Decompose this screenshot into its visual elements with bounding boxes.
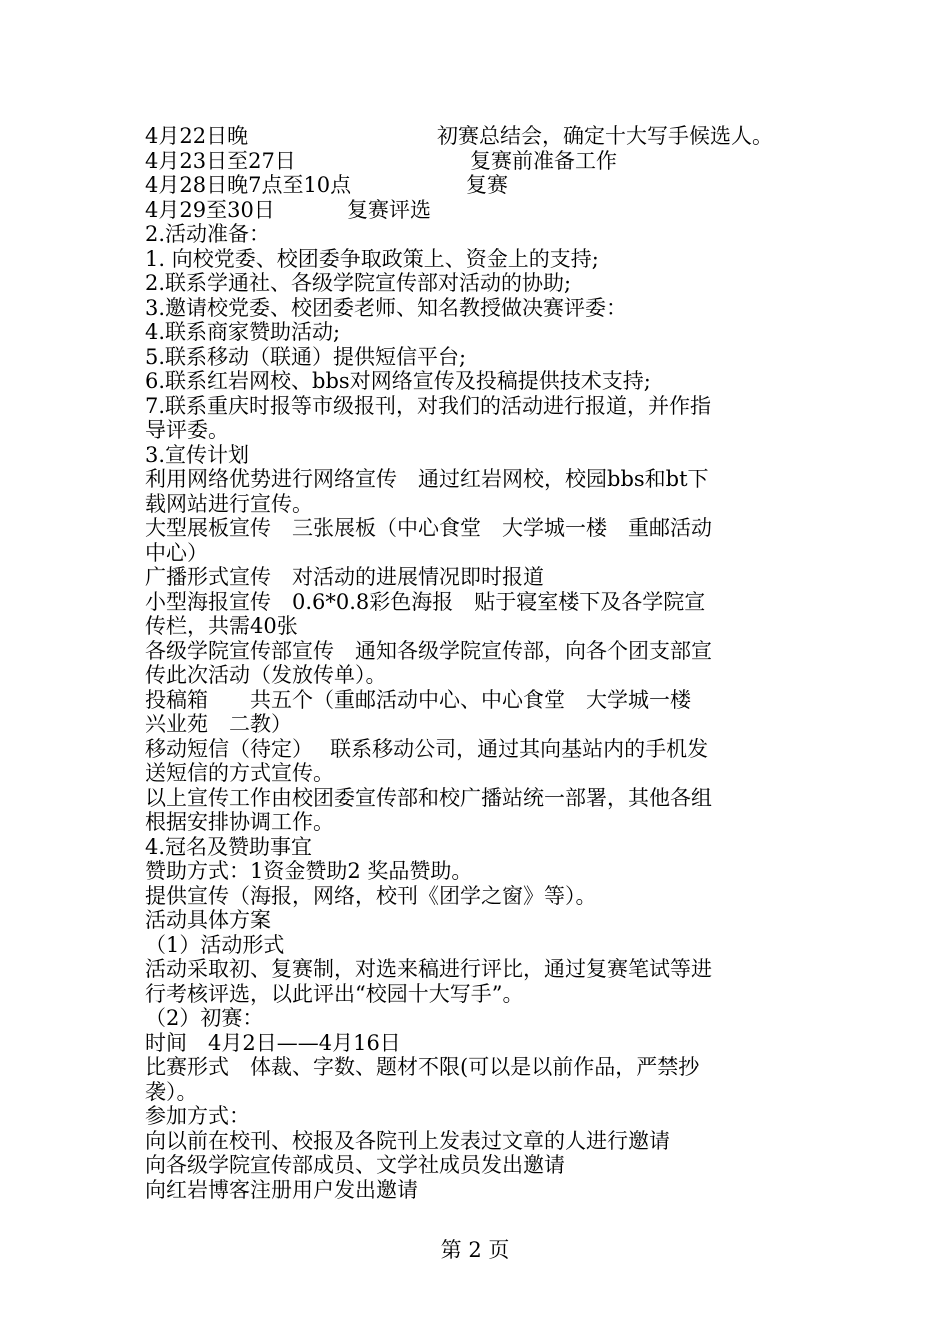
text-line: 大型展板宣传 三张展板（中心食堂 大学城一楼 重邮活动 <box>145 516 712 540</box>
schedule-event: 复赛前准备工作 <box>470 148 617 173</box>
text-line: 根据安排协调工作。 <box>145 810 334 834</box>
text-line: 比赛形式 体裁、字数、题材不限(可以是以前作品，严禁抄 <box>145 1055 700 1079</box>
text-line: 载网站进行宣传。 <box>145 491 313 516</box>
text-line: 以上宣传工作由校团委宣传部和校广播站统一部署，其他各组 <box>145 785 712 810</box>
schedule-date: 4月29至30日 <box>145 197 275 222</box>
text-line: 向红岩博客注册用户发出邀请 <box>145 1177 418 1202</box>
text-line: 移动短信（待定） 联系移动公司，通过其向基站内的手机发 <box>145 736 709 761</box>
text-line: 时间 4月2日——4月16日 <box>145 1030 401 1055</box>
text-line: （1）活动形式 <box>145 932 285 957</box>
document-body <box>145 124 805 1202</box>
schedule-row <box>145 198 805 223</box>
section-heading: 活动具体方案 <box>145 908 271 932</box>
text-line: 参加方式： <box>145 1104 250 1128</box>
text-line: 7.联系重庆时报等市级报刊，对我们的活动进行报道，并作指 <box>145 393 712 418</box>
text-line: 兴业苑 二教） <box>145 712 292 736</box>
text-line: 提供宣传（海报，网络，校刊《团学之窗》等）。 <box>145 883 597 908</box>
schedule-date: 4月22日晚 <box>145 124 249 148</box>
schedule-row <box>145 173 805 198</box>
section-heading: 3.宣传计划 <box>145 442 250 467</box>
text-line: 赞助方式：1资金赞助2 奖品赞助。 <box>145 859 473 883</box>
text-line: 小型海报宣传 0.6*0.8彩色海报 贴于寝室楼下及各学院宣 <box>145 589 706 614</box>
schedule-date: 4月28日晚7点至10点 <box>145 173 352 197</box>
schedule-row <box>145 124 805 149</box>
schedule-date: 4月23日至27日 <box>145 148 296 173</box>
text-line: 导评委。 <box>145 418 229 442</box>
text-line: 1. 向校党委、校团委争取政策上、资金上的支持; <box>145 246 599 271</box>
schedule-event: 复赛评选 <box>347 197 431 222</box>
text-line: 向各级学院宣传部成员、文学社成员发出邀请 <box>145 1153 565 1177</box>
text-line: 各级学院宣传部宣传 通知各级学院宣传部，向各个团支部宣 <box>145 638 712 663</box>
text-line: 传此次活动（发放传单）。 <box>145 663 387 687</box>
text-line: 袭）。 <box>145 1079 198 1104</box>
text-line: 行考核评选，以此评出“校园十大写手”。 <box>145 981 524 1006</box>
section-heading: 2.活动准备： <box>145 222 271 246</box>
text-line: 广播形式宣传 对活动的进展情况即时报道 <box>145 565 544 589</box>
text-line: 4.联系商家赞助活动; <box>145 320 341 344</box>
text-line: 2.联系学通社、各级学院宣传部对活动的协助; <box>145 271 572 295</box>
text-line: （2）初赛： <box>145 1006 264 1030</box>
page-number: 第 2 页 <box>440 1238 510 1262</box>
text-line: 5.联系移动（联通）提供短信平台; <box>145 344 467 369</box>
schedule-event: 初赛总结会，确定十大写手候选人。 <box>437 124 773 148</box>
text-line: 活动采取初、复赛制，对选来稿进行评比，通过复赛笔试等进 <box>145 957 712 981</box>
text-line: 利用网络优势进行网络宣传 通过红岩网校，校园bbs和bt下 <box>145 467 709 491</box>
text-line: 6.联系红岩网校、bbs对网络宣传及投稿提供技术支持; <box>145 369 651 393</box>
text-line: 中心） <box>145 540 208 565</box>
text-line: 传栏，共需40张 <box>145 614 298 638</box>
text-line: 向以前在校刊、校报及各院刊上发表过文章的人进行邀请 <box>145 1128 670 1153</box>
text-line: 投稿箱 共五个（重邮活动中心、中心食堂 大学城一楼 <box>145 687 691 712</box>
text-line: 3.邀请校党委、校团委老师、知名教授做决赛评委： <box>145 295 628 320</box>
text-line: 送短信的方式宣传。 <box>145 761 334 785</box>
schedule-row <box>145 149 805 174</box>
schedule-event: 复赛 <box>466 173 508 197</box>
section-heading: 4.冠名及赞助事宜 <box>145 834 313 859</box>
